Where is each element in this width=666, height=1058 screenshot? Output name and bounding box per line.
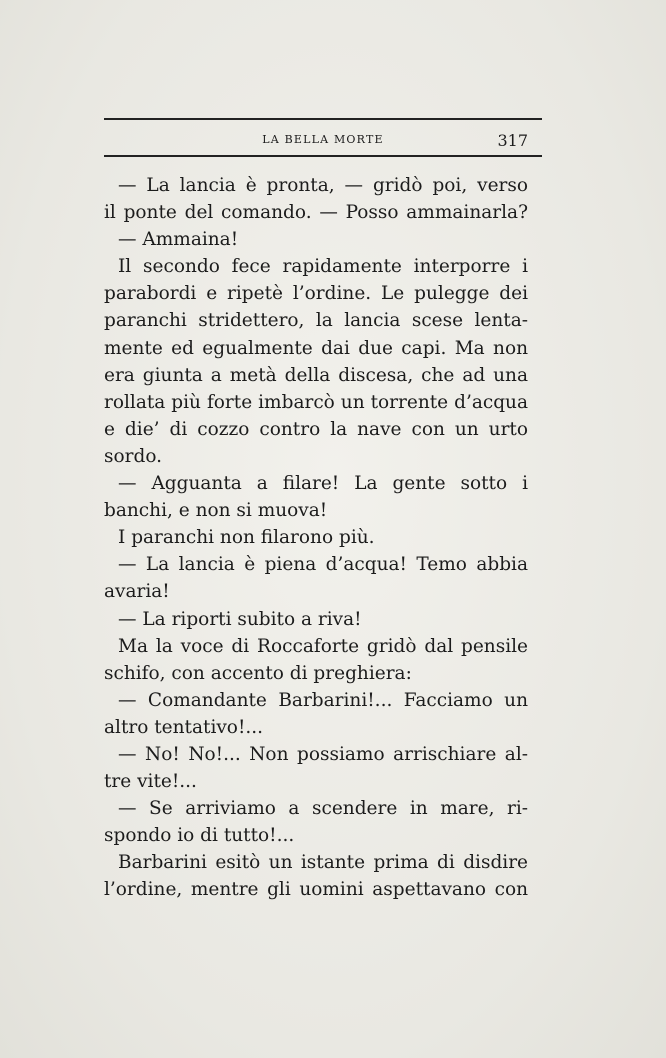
text-line: — La riporti subito a riva! — [118, 608, 362, 630]
header-rule-bottom — [104, 155, 542, 157]
page-number: 317 — [497, 131, 528, 150]
text-line: schifo, con accento di preghiera: — [104, 662, 412, 684]
text-line: Barbarini esitò un istante prima di disdire — [118, 852, 528, 874]
text-line: altro tentativo!... — [104, 716, 264, 738]
text-line: — No! No!... Non possiamo arrischiare al- — [118, 743, 528, 765]
running-head — [104, 131, 542, 151]
running-title: LA BELLA MORTE — [262, 133, 384, 146]
text-line: mente ed egualmente dai due capi. Ma non — [104, 337, 528, 359]
text-line: — La lancia è pronta, — gridò poi, verso — [118, 175, 528, 196]
text-line: rollata più forte imbarcò un torrente d’acqua — [104, 391, 528, 413]
text-line: — Se arriviamo a scendere in mare, ri- — [118, 798, 528, 820]
text-line: banchi, e non si muova! — [104, 500, 328, 522]
text-line: tre vite!... — [104, 771, 197, 793]
text-line: avaria! — [104, 581, 170, 603]
text-line: — Agguanta a filare! La gente sotto i — [118, 473, 528, 495]
text-line: paranchi stridettero, la lancia scese lenta- — [104, 310, 528, 332]
body-text — [104, 172, 528, 904]
text-line: spondo io di tutto!... — [104, 825, 295, 847]
text-line: parabordi e ripetè l’ordine. Le pulegge dei — [104, 283, 528, 305]
text-line: Il secondo fece rapidamente interporre i — [118, 256, 528, 278]
text-line: l’ordine, mentre gli uomini aspettavano con — [104, 879, 528, 901]
text-line: I paranchi non filarono più. — [118, 527, 375, 549]
text-line: Ma la voce di Roccaforte gridò dal pensile — [118, 635, 528, 657]
text-line: — La lancia è piena d’acqua! Temo abbia — [118, 554, 528, 576]
header-rule-top — [104, 118, 542, 120]
text-line: il ponte del comando. — Posso ammainarla? — [104, 202, 528, 224]
text-line: era giunta a metà della discesa, che ad una — [104, 364, 528, 386]
text-line: — Ammaina! — [118, 229, 239, 251]
text-line: sordo. — [104, 445, 163, 467]
text-line: — Comandante Barbarini!... Facciamo un — [118, 689, 528, 711]
text-line: e die’ di cozzo contro la nave con un urto — [104, 418, 528, 440]
